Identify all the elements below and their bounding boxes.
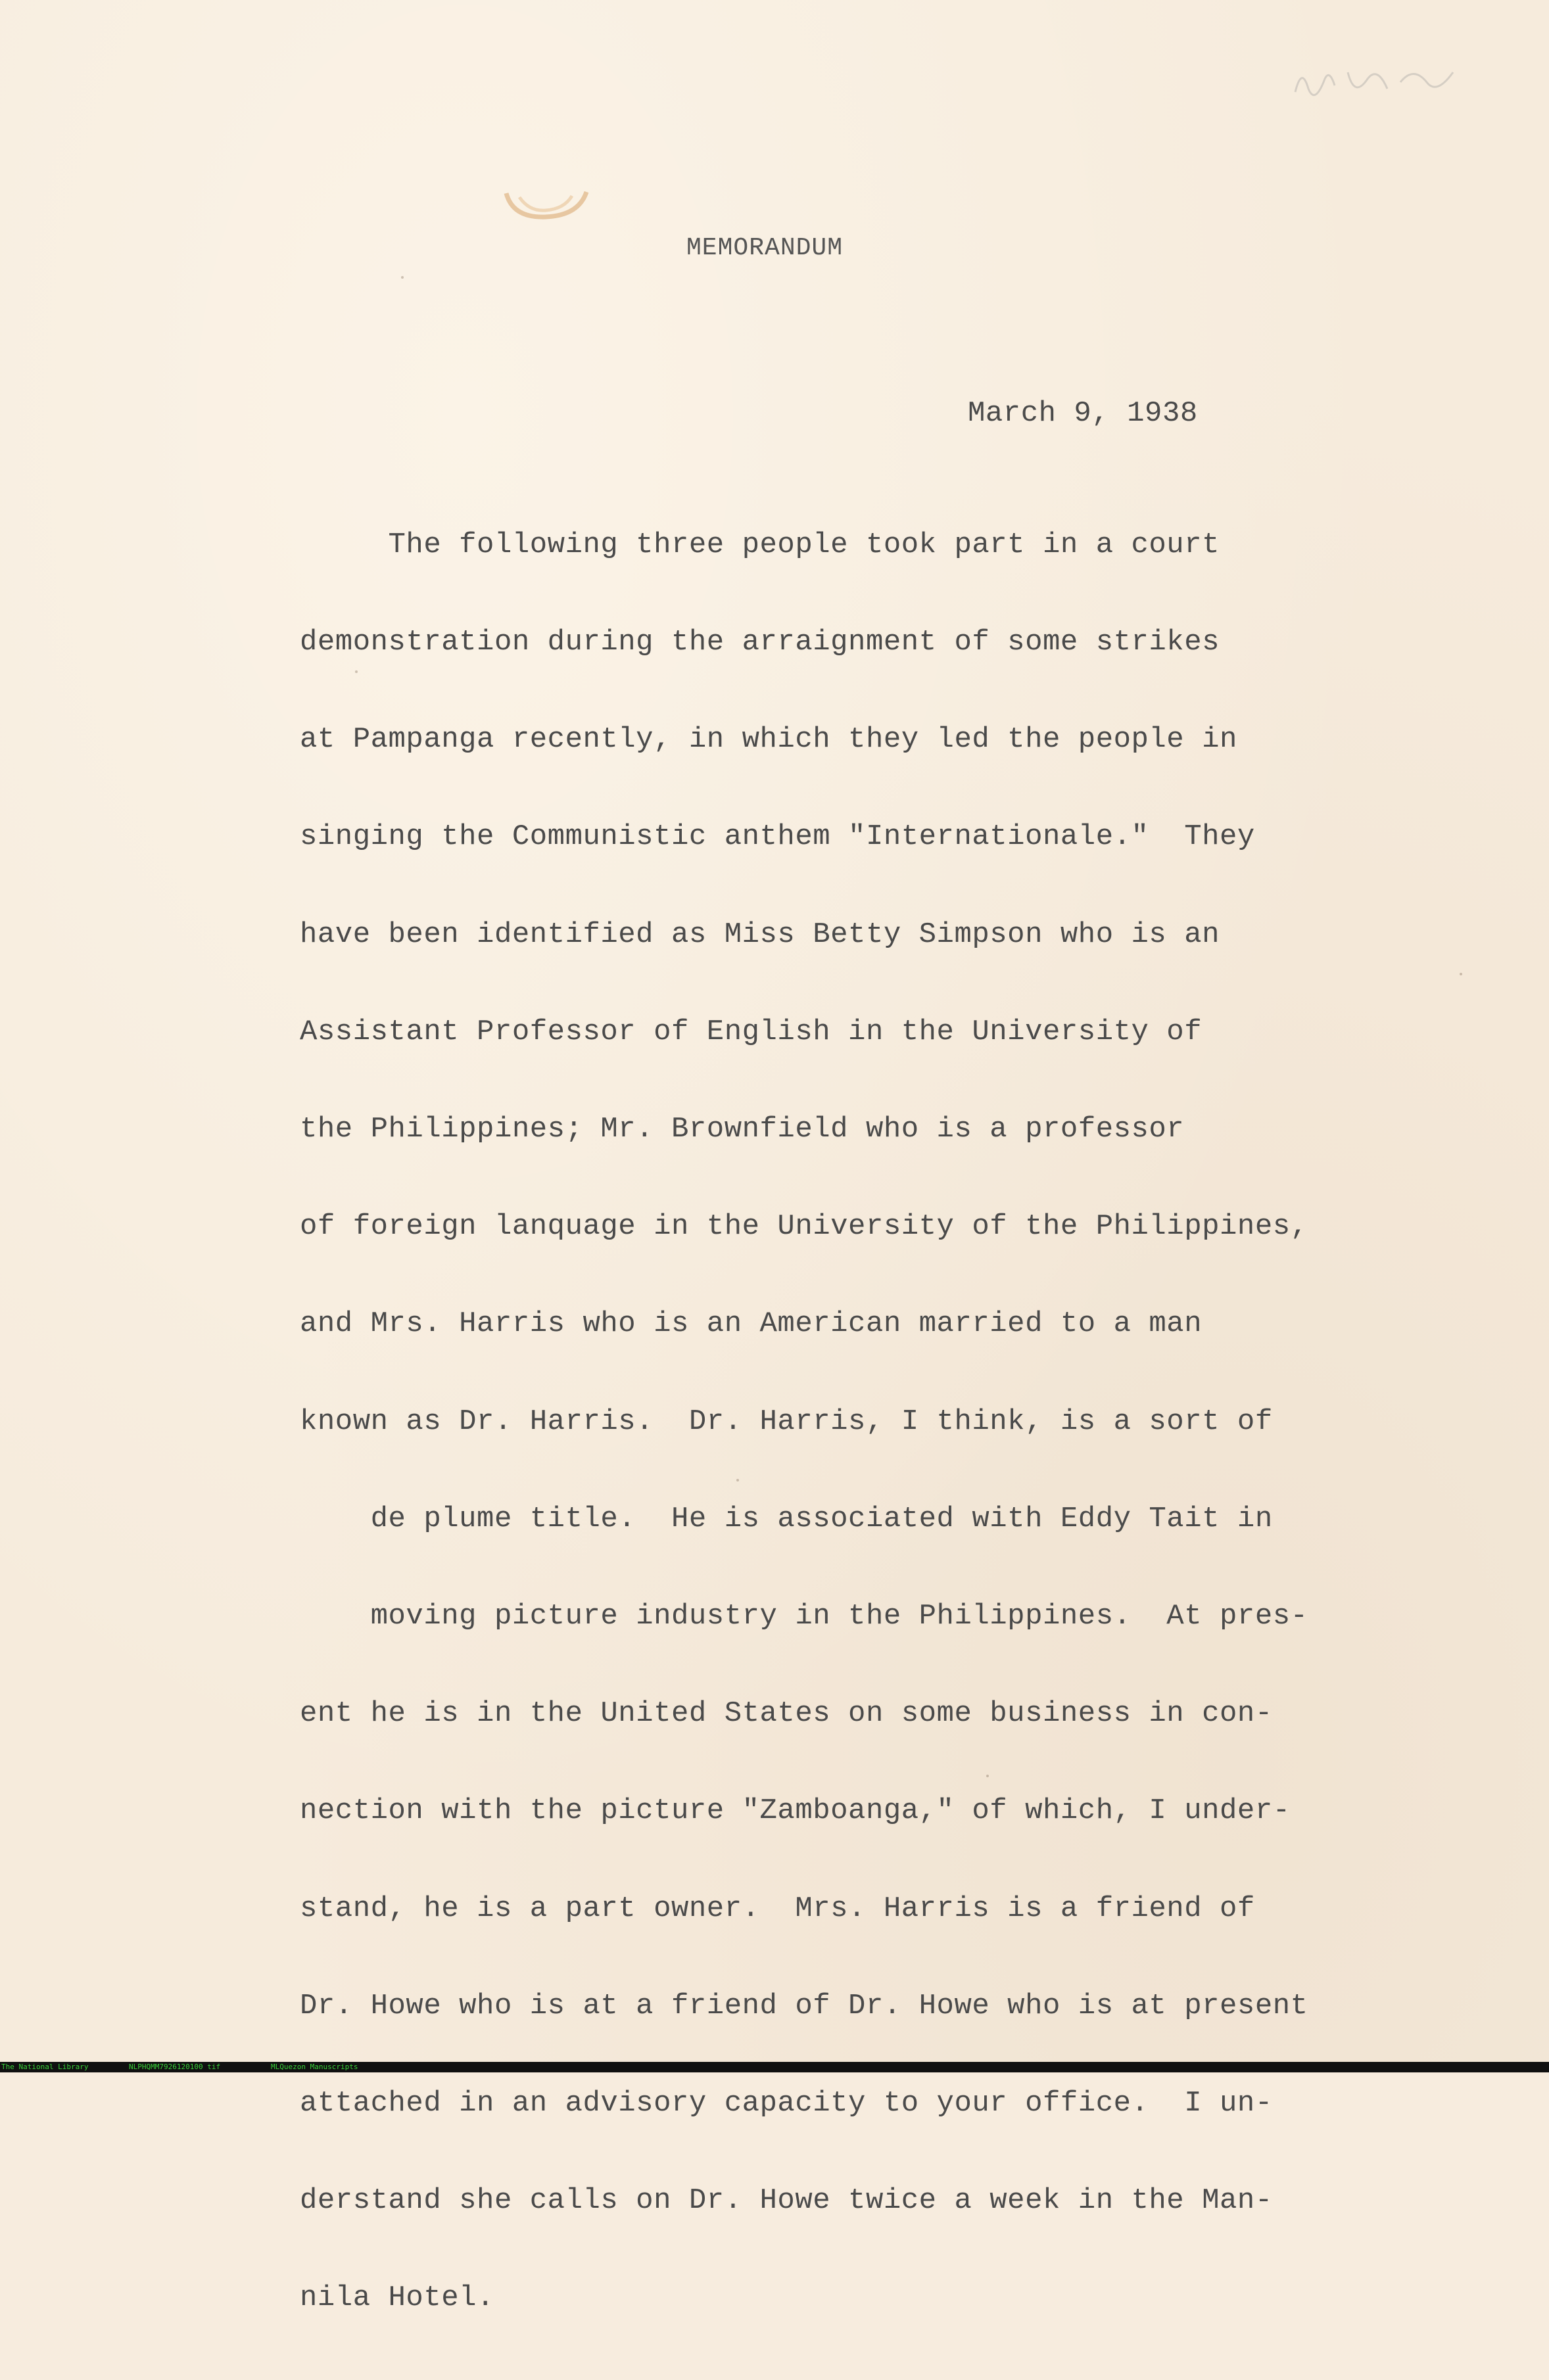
body-line: have been identified as Miss Betty Simpson who is an	[300, 918, 1220, 951]
paper-speck	[736, 1479, 739, 1482]
footer-file-label: NLPHQMM7926120100 tif	[129, 2063, 221, 2071]
body-line: nection with the picture "Zamboanga," of which, I under-	[300, 1794, 1291, 1828]
pencil-annotation-mark	[1289, 53, 1466, 112]
body-line: demonstration during the arraignment of some strikes	[300, 626, 1220, 659]
body-line: The following three people took part in a court	[300, 528, 1220, 561]
body-line: Assistant Professor of English in the University of	[300, 1015, 1203, 1048]
footer-library-label: The National Library	[1, 2063, 89, 2071]
body-line: at Pampanga recently, in which they led the people in	[300, 723, 1237, 757]
body-line: nila Hotel.	[300, 2281, 494, 2315]
body-line: derstand she calls on Dr. Howe twice a week in the Man-	[300, 2184, 1273, 2218]
archive-footer-bar	[0, 2062, 1549, 2072]
memo-title: MEMORANDUM	[686, 234, 844, 262]
body-line: moving picture industry in the Philippines. At pres-	[300, 1600, 1308, 1633]
body-line: singing the Communistic anthem "Internationale." They	[300, 820, 1255, 854]
body-line: stand, he is a part owner. Mrs. Harris is a friend of	[300, 1892, 1255, 1925]
memo-date: March 9, 1938	[968, 397, 1198, 430]
body-line: de plume title. He is associated with Eddy Tait in	[300, 1502, 1273, 1535]
paper-speck	[986, 1775, 989, 1777]
stain-mark	[500, 185, 592, 225]
body-line: attached in an advisory capacity to your office. I un-	[300, 2087, 1273, 2120]
body-line: and Mrs. Harris who is an American married to a man	[300, 1307, 1203, 1341]
body-line: ent he is in the United States on some business in con-	[300, 1697, 1273, 1731]
body-line: known as Dr. Harris. Dr. Harris, I think, is a sort of	[300, 1405, 1273, 1438]
body-line: of foreign lanquage in the University of the Philippines,	[300, 1210, 1308, 1244]
body-line: the Philippines; Mr. Brownfield who is a professor	[300, 1113, 1185, 1146]
paper-speck	[401, 276, 404, 279]
paper-speck	[355, 670, 358, 673]
memo-body	[300, 464, 1308, 2380]
body-line: Dr. Howe who is at a friend of Dr. Howe who is at present	[300, 1989, 1308, 2022]
footer-collection-label: MLQuezon Manuscripts	[271, 2063, 358, 2071]
paper-speck	[1460, 973, 1462, 975]
